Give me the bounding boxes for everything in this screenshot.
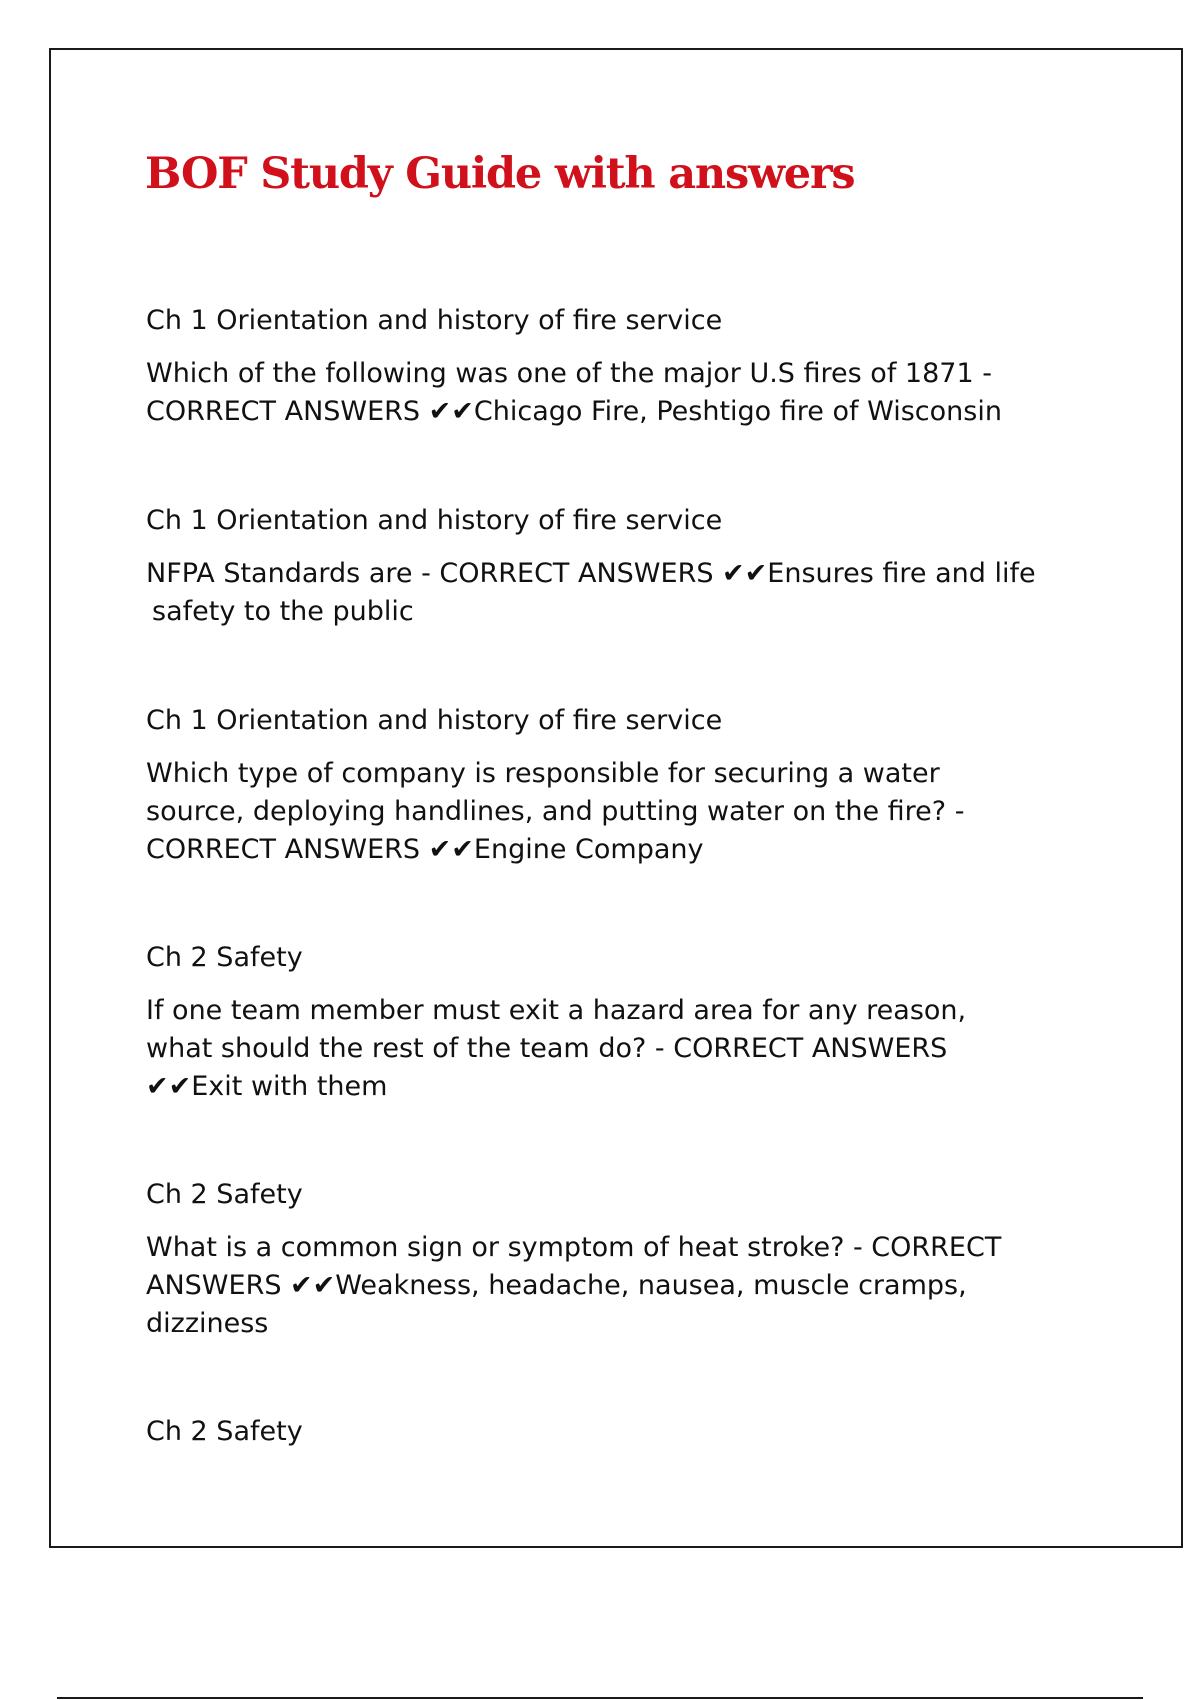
question-answer	[146, 555, 1106, 631]
qa-entry	[146, 1177, 1106, 1343]
qa-line: NFPA Standards are - CORRECT ANSWERS ✔✔Ensures fire and life	[146, 558, 1036, 589]
document-title: BOF Study Guide with answers	[145, 149, 855, 199]
qa-entry	[146, 703, 1106, 869]
chapter-heading: Ch 1 Orientation and history of fire service	[146, 505, 723, 536]
qa-line: dizziness	[146, 1308, 269, 1339]
qa-line: Which type of company is responsible for securing a water	[146, 758, 940, 789]
question-answer	[146, 992, 1106, 1106]
qa-entry	[146, 503, 1106, 631]
chapter-heading: Ch 1 Orientation and history of fire service	[146, 305, 723, 336]
qa-line: what should the rest of the team do? - CORRECT ANSWERS	[146, 1033, 948, 1064]
qa-entry	[146, 1414, 1106, 1450]
qa-line: safety to the public	[152, 596, 414, 627]
qa-line: ANSWERS ✔✔Weakness, headache, nausea, muscle cramps,	[146, 1270, 967, 1301]
qa-line: source, deploying handlines, and putting water on the fire? -	[146, 796, 965, 827]
chapter-heading: Ch 2 Safety	[146, 1416, 303, 1447]
question-answer	[146, 1229, 1106, 1343]
qa-line: If one team member must exit a hazard area for any reason,	[146, 995, 967, 1026]
question-answer	[146, 355, 1106, 431]
qa-line: What is a common sign or symptom of heat stroke? - CORRECT	[146, 1232, 1002, 1263]
question-answer	[146, 755, 1106, 869]
qa-entry	[146, 940, 1106, 1106]
chapter-heading: Ch 2 Safety	[146, 942, 303, 973]
qa-entry	[146, 303, 1106, 431]
qa-line: ✔✔Exit with them	[146, 1071, 388, 1102]
qa-line: CORRECT ANSWERS ✔✔Engine Company	[146, 834, 704, 865]
chapter-heading: Ch 1 Orientation and history of fire service	[146, 705, 723, 736]
qa-line: CORRECT ANSWERS ✔✔Chicago Fire, Peshtigo fire of Wisconsin	[146, 396, 1002, 427]
footer-rule	[57, 1697, 1143, 1699]
chapter-heading: Ch 2 Safety	[146, 1179, 303, 1210]
qa-line: Which of the following was one of the major U.S fires of 1871 -	[146, 358, 992, 389]
